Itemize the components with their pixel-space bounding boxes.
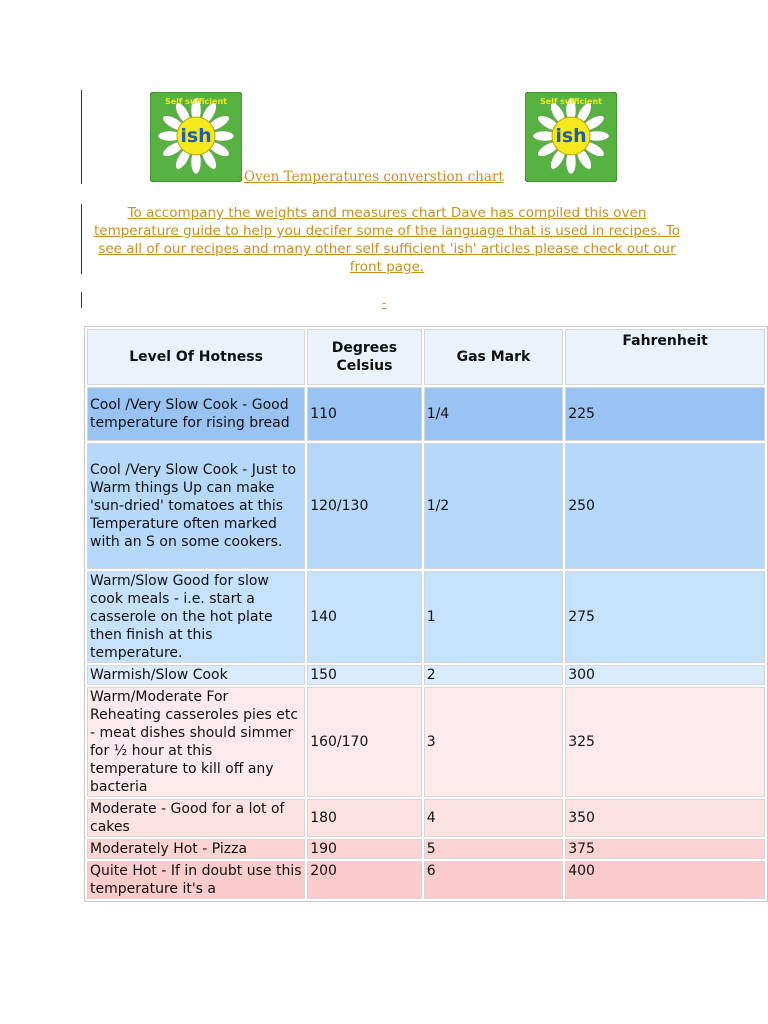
- gas-mark-cell: 3: [424, 687, 564, 797]
- gas-mark-cell: 6: [424, 861, 564, 899]
- logo-arc-text: Self sufficient: [539, 97, 603, 106]
- table-row: [87, 571, 765, 663]
- self-sufficient-ish-logo: [150, 92, 242, 182]
- intro-paragraph[interactable]: [88, 204, 686, 276]
- fahrenheit-cell: 225: [565, 387, 765, 441]
- header-fahrenheit: Fahrenheit: [565, 329, 765, 385]
- header-level-of-hotness: Level Of Hotness: [87, 329, 305, 385]
- level-cell: Cool /Very Slow Cook - Good temperature for rising bread: [87, 387, 305, 441]
- gas-mark-cell: 1/2: [424, 443, 564, 569]
- header-degrees-celsius: Degrees Celsius: [307, 329, 422, 385]
- level-cell: Moderately Hot - Pizza: [87, 839, 305, 859]
- table-row: [87, 861, 765, 899]
- logo-text: ish: [180, 125, 212, 147]
- logo-arc-text: Self sufficient: [164, 97, 228, 106]
- table-header-row: [87, 329, 765, 385]
- margin-bar: [81, 292, 82, 308]
- table-row: [87, 687, 765, 797]
- level-cell: Moderate - Good for a lot of cakes: [87, 799, 305, 837]
- level-cell: Cool /Very Slow Cook - Just to Warm things Up can make 'sun-dried' tomatoes at this Temperature often marked with an S on some cookers.: [87, 443, 305, 569]
- self-sufficient-ish-logo-right: [525, 92, 617, 182]
- celsius-cell: 110: [307, 387, 422, 441]
- oven-temperatures-title-link[interactable]: Oven Temperatures converstion chart: [244, 169, 504, 185]
- level-cell: Warm/Slow Good for slow cook meals - i.e. start a casserole on the hot plate then finish at this temperature.: [87, 571, 305, 663]
- fahrenheit-cell: 275: [565, 571, 765, 663]
- celsius-cell: 160/170: [307, 687, 422, 797]
- level-cell: Quite Hot - If in doubt use this temperature it's a: [87, 861, 305, 899]
- fahrenheit-cell: 375: [565, 839, 765, 859]
- celsius-cell: 120/130: [307, 443, 422, 569]
- gas-mark-cell: 1: [424, 571, 564, 663]
- table-row: [87, 665, 765, 685]
- level-cell: Warm/Moderate For Reheating casseroles pies etc - meat dishes should simmer for ½ hour at this temperature to kill off any bacteria: [87, 687, 305, 797]
- table-row: [87, 839, 765, 859]
- intro-link-text[interactable]: To accompany the weights and measures chart Dave has compiled this oven temperature guide to help you decifer some of the language that is used in recipes. To see all of our recipes and many other self sufficient 'ish' articles please check out our front page.: [93, 205, 681, 275]
- table-row: [87, 799, 765, 837]
- gas-mark-cell: 2: [424, 665, 564, 685]
- dash-link[interactable]: -: [382, 296, 387, 310]
- fahrenheit-cell: 325: [565, 687, 765, 797]
- table-row: [87, 443, 765, 569]
- margin-bar: [81, 90, 82, 184]
- celsius-cell: 200: [307, 861, 422, 899]
- gas-mark-cell: 4: [424, 799, 564, 837]
- celsius-cell: 180: [307, 799, 422, 837]
- header-gas-mark: Gas Mark: [424, 329, 564, 385]
- table-row: [87, 387, 765, 441]
- margin-bar: [81, 204, 82, 274]
- fahrenheit-cell: 400: [565, 861, 765, 899]
- celsius-cell: 140: [307, 571, 422, 663]
- fahrenheit-cell: 300: [565, 665, 765, 685]
- fahrenheit-cell: 250: [565, 443, 765, 569]
- gas-mark-cell: 5: [424, 839, 564, 859]
- oven-temperature-table: [84, 326, 768, 902]
- logo-text: ish: [555, 125, 587, 147]
- celsius-cell: 150: [307, 665, 422, 685]
- level-cell: Warmish/Slow Cook: [87, 665, 305, 685]
- fahrenheit-cell: 350: [565, 799, 765, 837]
- celsius-cell: 190: [307, 839, 422, 859]
- gas-mark-cell: 1/4: [424, 387, 564, 441]
